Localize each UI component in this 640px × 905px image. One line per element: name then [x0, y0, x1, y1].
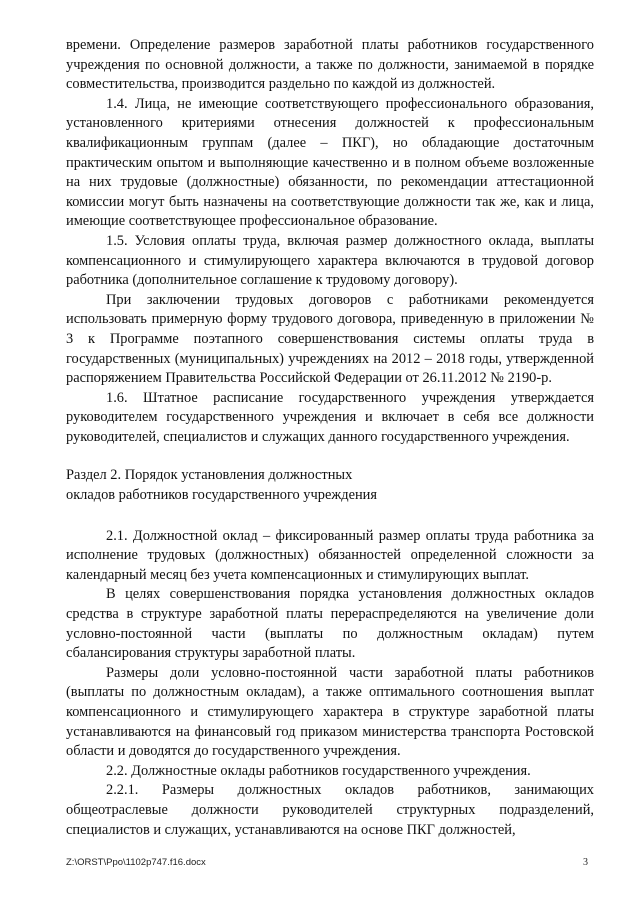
paragraph-1-4: 1.4. Лица, не имеющие соответствующего профессионального образования, установленного критериями отнесения должностей к профессиональным квалификационным группам (далее – ПКГ), но обладающие достаточным практическим опытом и выполняющие качественно и в полном объеме возложенные на них трудовые (должностные) обязанности, по рекомендации аттестационной комиссии могут быть назначены на соответствующие должности так же, как и лица, имеющие соответствующее профессиональное образование. — [66, 95, 594, 230]
paragraph-1-5: 1.5. Условия оплаты труда, включая размер должностного оклада, выплаты компенсационного и стимулирующего характера включаются в трудовой договор работника (дополнительное соглашение к трудовому договору). — [66, 232, 594, 289]
paragraph-2-1: 2.1. Должностной оклад – фиксированный размер оплаты труда работника за исполнение трудовых (должностных) обязанностей определенной сложности за календарный месяц без учета компенсационных и стимулирующих выплат. — [66, 527, 594, 583]
section-heading-line-1: Раздел 2. Порядок установления должностных — [66, 467, 353, 484]
paragraph-2-2-1: 2.2.1. Размеры должностных окладов работников, занимающих общеотраслевые должности руководителей структурных подразделений, специалистов и служащих, устанавливаются на основе ПКГ должностей, — [66, 782, 594, 838]
section-heading-line-2: окладов работников государственного учреждения — [66, 487, 377, 504]
paragraph-salary-shares: Размеры доли условно-постоянной части заработной платы работников (выплаты по должностным окладам), а также оптимального соотношения выплат компенсационного и стимулирующего характера в структуре заработной платы устанавливаются на финансовый год приказом министерства транспорта Ростовской области и доводятся до государственного учреждения. — [66, 664, 594, 760]
document-body — [66, 36, 594, 840]
section-heading — [66, 466, 594, 505]
paragraph-1-6: 1.6. Штатное расписание государственного учреждения утверждается руководителем государственного учреждения и включает в себя все должности руководителей, специалистов и служащих данного государственного учреждения. — [66, 389, 594, 445]
paragraph-labor-contracts: При заключении трудовых договоров с работниками рекомендуется использовать примерную форму трудового договора, приведенную в приложении № 3 к Программе поэтапного совершенствования системы оплаты труда в государственных (муниципальных) учреждениях на 2012 – 2018 годы, утвержденной распоряжением Правительства Российской Федерации от 26.11.2012 № 2190-р. — [66, 291, 594, 387]
footer-file-path: Z:\ORST\Ppo\1102p747.f16.docx — [66, 857, 206, 868]
footer-page-number: 3 — [583, 857, 588, 868]
paragraph-2-2: 2.2. Должностные оклады работников государственного учреждения. — [106, 762, 531, 779]
paragraph-continuation: времени. Определение размеров заработной платы работников государственного учреждения по основной должности, а также по должности, занимаемой в порядке совместительства, производится раздельно по каждой из должностей. — [66, 37, 594, 93]
paragraph-salary-structure: В целях совершенствования порядка установления должностных окладов средства в структуре заработной платы перераспределяются на увеличение доли условно-постоянной части (выплаты по должностным окладам) путем сбалансирования структуры заработной платы. — [66, 586, 594, 662]
